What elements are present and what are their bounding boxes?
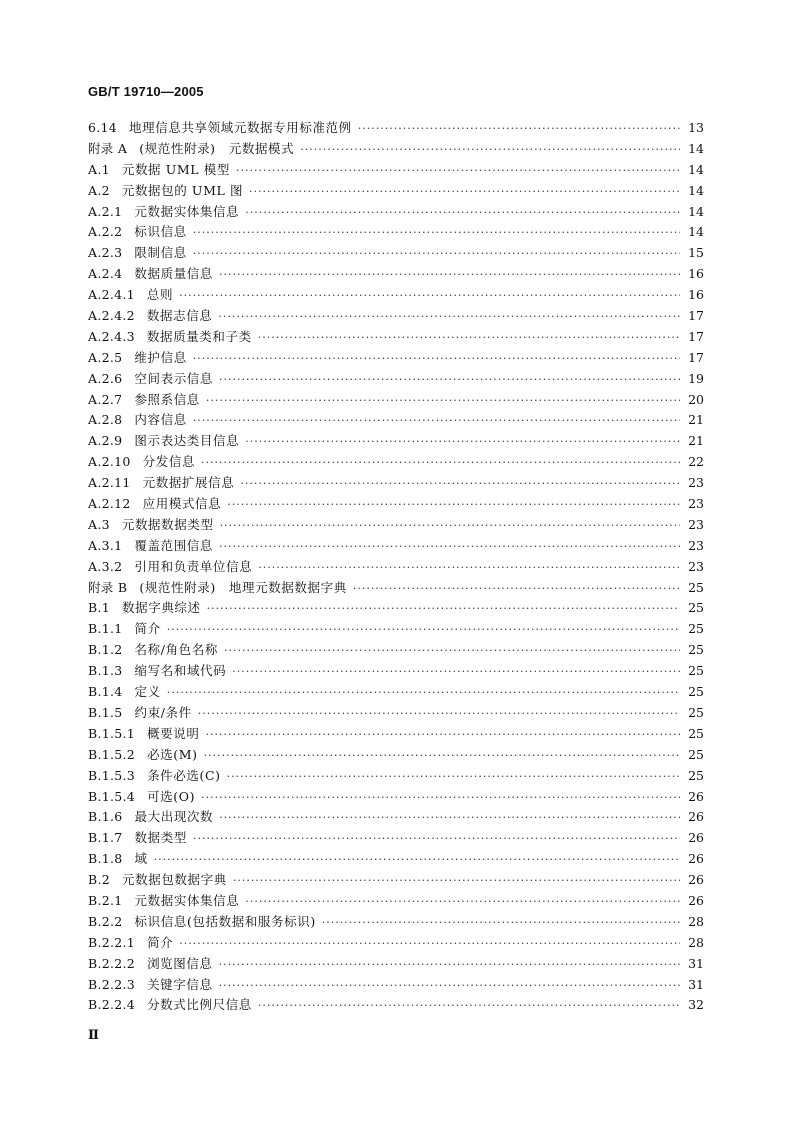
toc-entry[interactable] [88,745,704,766]
toc-entry[interactable] [88,640,704,661]
toc-entry-page: 25 [688,663,704,679]
toc-entry[interactable] [88,348,704,369]
toc-entry[interactable] [88,870,704,891]
toc-leader-dots [193,349,680,370]
toc-entry-title: 元数据包数据字典 [122,872,227,888]
table-of-contents [88,118,704,1016]
toc-leader-dots [206,391,680,412]
toc-entry[interactable] [88,703,704,724]
toc-entry[interactable] [88,995,704,1016]
toc-entry[interactable] [88,285,704,306]
toc-entry-number: B.1.3 [88,663,123,679]
toc-entry-title: 数据质量类和子类 [146,328,252,344]
toc-leader-dots [179,934,680,955]
toc-entry-number: A.2.3 [88,245,123,261]
toc-entry[interactable] [88,160,704,181]
toc-entry-page: 21 [688,433,704,449]
toc-entry[interactable] [88,807,704,828]
toc-entry-page: 25 [688,684,704,700]
toc-entry-title: 约束/条件 [134,704,192,720]
toc-entry-number: 附录 B [88,579,128,595]
toc-entry-page: 17 [688,308,704,324]
toc-entry-number: B.1.2 [88,642,123,658]
toc-entry-title: 元数据 UML 模型 [121,161,230,177]
toc-entry-page: 25 [688,642,704,658]
toc-leader-dots [227,495,680,516]
toc-entry-page: 26 [688,872,704,888]
toc-leader-dots [201,453,680,474]
toc-entry-page: 23 [688,537,704,553]
toc-entry-number: A.2 [88,182,110,198]
toc-leader-dots [205,725,680,746]
toc-entry-number: A.2.4.2 [88,308,135,324]
toc-leader-dots [219,537,680,558]
toc-entry[interactable] [88,619,704,640]
toc-entry-page: 14 [688,182,704,198]
toc-entry-title: 标识信息 [134,224,187,240]
toc-entry-number: B.1.5.1 [88,725,136,741]
page-number: Ⅱ [88,1028,99,1043]
toc-leader-dots [218,307,680,328]
toc-entry-number: B.2.1 [88,892,123,908]
toc-entry-number: A.2.8 [88,412,123,428]
toc-entry-title: 总则 [146,287,174,303]
toc-entry-title: 参照系信息 [134,391,200,407]
toc-entry-number: B.1.4 [88,684,123,700]
toc-entry[interactable] [88,369,704,390]
toc-entry-title: 图示表达类目信息 [134,433,240,449]
toc-entry-page: 16 [688,287,704,303]
toc-entry[interactable] [88,536,704,557]
toc-entry[interactable] [88,264,704,285]
toc-entry-title: (规范性附录) 地理元数据数据字典 [139,579,347,595]
toc-leader-dots [300,140,680,161]
toc-entry[interactable] [88,849,704,870]
toc-entry[interactable] [88,724,704,745]
toc-entry[interactable] [88,891,704,912]
toc-entry-title: 定义 [134,684,161,700]
toc-leader-dots [154,850,680,871]
toc-entry-title: 覆盖范围信息 [134,537,213,553]
toc-leader-dots [201,788,680,809]
toc-entry-title: (规范性附录) 元数据模式 [139,140,295,156]
toc-entry-page: 14 [688,203,704,219]
toc-entry-number: A.3 [88,516,110,532]
toc-entry-number: A.2.11 [88,475,131,491]
toc-entry-page: 31 [688,976,704,992]
toc-leader-dots [258,328,680,349]
toc-entry-title: 应用模式信息 [142,496,222,512]
toc-entry-page: 25 [688,725,704,741]
toc-leader-dots [353,579,680,600]
toc-entry-page: 26 [688,788,704,804]
toc-entry[interactable] [88,766,704,787]
toc-entry-page: 21 [688,412,704,428]
toc-leader-dots [167,620,680,641]
toc-entry[interactable] [88,202,704,223]
toc-entry-title: 数据类型 [134,830,187,846]
toc-entry[interactable] [88,306,704,327]
toc-entry-page: 32 [688,997,704,1013]
toc-leader-dots [193,829,680,850]
toc-leader-dots [219,370,680,391]
toc-entry-title: 简介 [147,934,174,950]
toc-entry[interactable] [88,598,704,619]
toc-entry-title: 域 [134,851,148,867]
toc-entry-page: 25 [688,621,704,637]
toc-leader-dots [219,976,680,997]
toc-entry[interactable] [88,682,704,703]
toc-leader-dots [204,746,680,767]
toc-entry-title: 引用和负责单位信息 [134,558,253,574]
toc-entry[interactable] [88,473,704,494]
toc-entry[interactable] [88,327,704,348]
toc-entry-page: 17 [688,328,704,344]
toc-leader-dots [219,955,680,976]
toc-entry-number: B.1.8 [88,851,123,867]
toc-entry-number: B.1.5.2 [88,746,136,762]
toc-entry-number: B.1.5 [88,704,123,720]
toc-entry-number: A.1 [88,161,110,177]
toc-entry-title: 可选(O) [147,788,196,804]
toc-entry-number: A.2.7 [88,391,123,407]
toc-entry-title: 元数据实体集信息 [134,203,240,219]
standard-number-header: GB/T 19710—2005 [88,84,204,99]
toc-entry-page: 26 [688,892,704,908]
toc-entry-page: 26 [688,830,704,846]
toc-entry-number: B.2.2.2 [88,955,136,971]
toc-entry-number: B.1.5.4 [88,788,136,804]
toc-entry-number: B.2.2 [88,913,123,929]
toc-leader-dots [198,704,680,725]
toc-entry-number: B.2.2.1 [88,934,136,950]
toc-leader-dots [219,265,680,286]
toc-entry-title: 分数式比例尺信息 [147,997,252,1013]
toc-entry-page: 28 [688,934,704,950]
toc-entry-number: B.2 [88,872,111,888]
toc-leader-dots [224,641,680,662]
toc-entry-page: 17 [688,349,704,365]
toc-entry-page: 26 [688,809,704,825]
toc-entry-number: B.1 [88,600,111,616]
toc-entry-page: 23 [688,475,704,491]
toc-entry-number: A.2.2 [88,224,123,240]
toc-leader-dots [245,432,680,453]
toc-leader-dots [167,683,680,704]
toc-entry-page: 23 [688,516,704,532]
toc-leader-dots [220,516,680,537]
toc-entry-page: 14 [688,161,704,177]
toc-leader-dots [258,996,680,1017]
toc-entry-title: 标识信息(包括数据和服务标识) [134,913,316,929]
toc-entry-page: 25 [688,579,704,595]
toc-entry-page: 26 [688,851,704,867]
toc-leader-dots [236,161,680,182]
toc-leader-dots [219,808,680,829]
toc-entry-page: 13 [688,120,704,135]
toc-entry-title: 最大出现次数 [134,809,214,825]
toc-entry-page: 14 [688,224,704,240]
toc-entry-page: 23 [688,558,704,574]
toc-entry-number: B.1.5.3 [88,767,136,783]
toc-entry[interactable] [88,954,704,975]
toc-entry-title: 浏览图信息 [147,955,213,971]
toc-entry-number: A.2.4.1 [88,287,135,303]
toc-entry[interactable] [88,933,704,954]
toc-entry-number: B.1.7 [88,830,123,846]
toc-entry-number: A.2.4.3 [88,328,135,344]
toc-entry-page: 19 [688,370,704,386]
toc-entry-number: B.1.6 [88,809,123,825]
toc-leader-dots [322,913,680,934]
toc-entry-title: 限制信息 [134,245,187,261]
toc-entry-title: 缩写名和域代码 [134,663,227,679]
toc-entry-title: 空间表示信息 [134,370,213,386]
toc-entry[interactable] [88,431,704,452]
toc-entry[interactable] [88,390,704,411]
toc-entry-title: 数据质量信息 [134,266,213,282]
toc-entry-number: A.3.2 [88,558,123,574]
toc-entry[interactable] [88,515,704,536]
toc-entry[interactable] [88,118,704,139]
toc-entry[interactable] [88,828,704,849]
toc-entry-page: 23 [688,496,704,512]
toc-entry-number: A.3.1 [88,537,123,553]
toc-leader-dots [245,892,680,913]
toc-entry[interactable] [88,975,704,996]
toc-entry-title: 数据志信息 [146,308,213,324]
toc-entry-title: 条件必选(C) [147,767,221,783]
toc-entry-number: A.2.9 [88,433,123,449]
toc-entry-page: 14 [688,140,704,156]
toc-entry-page: 28 [688,913,704,929]
toc-entry[interactable] [88,787,704,808]
toc-entry-number: A.2.1 [88,203,123,219]
toc-leader-dots [249,182,680,203]
toc-entry[interactable] [88,912,704,933]
toc-leader-dots [232,662,680,683]
toc-entry[interactable] [88,181,704,202]
toc-entry-page: 25 [688,767,704,783]
toc-entry[interactable] [88,222,704,243]
toc-leader-dots [240,474,680,495]
toc-leader-dots [179,286,680,307]
toc-leader-dots [358,119,680,140]
toc-entry-title: 数据字典综述 [122,600,201,616]
toc-entry[interactable] [88,410,704,431]
toc-entry-title: 名称/角色名称 [134,642,218,658]
toc-leader-dots [207,599,680,620]
toc-entry-title: 分发信息 [142,454,196,470]
toc-entry-page: 15 [688,245,704,261]
toc-entry-number: B.1.1 [88,621,123,637]
toc-entry-title: 地理信息共享领域元数据专用标准范例 [129,120,352,135]
toc-entry-number: A.2.12 [88,496,131,512]
toc-leader-dots [193,411,680,432]
toc-entry-page: 16 [688,266,704,282]
toc-leader-dots [245,203,680,224]
toc-entry-title: 维护信息 [134,349,187,365]
toc-leader-dots [193,244,680,265]
toc-entry-page: 25 [688,704,704,720]
toc-entry-title: 元数据包的 UML 图 [121,182,244,198]
toc-entry-page: 25 [688,746,704,762]
toc-entry-title: 元数据扩展信息 [142,475,235,491]
toc-entry-page: 20 [688,391,704,407]
toc-entry-number: A.2.5 [88,349,123,365]
toc-entry-number: 6.14 [88,120,118,135]
toc-entry-title: 必选(M) [147,746,198,762]
toc-leader-dots [193,223,680,244]
toc-entry-title: 元数据实体集信息 [134,892,240,908]
toc-entry-number: 附录 A [88,140,128,156]
toc-entry[interactable] [88,139,704,160]
toc-entry[interactable] [88,494,704,515]
toc-entry-number: A.2.10 [88,454,131,470]
toc-entry-page: 25 [688,600,704,616]
toc-entry-title: 简介 [134,621,161,637]
toc-entry-title: 关键字信息 [147,976,213,992]
toc-entry-number: A.2.6 [88,370,123,386]
toc-entry-number: B.2.2.3 [88,976,136,992]
toc-entry[interactable] [88,243,704,264]
toc-entry[interactable] [88,578,704,599]
toc-leader-dots [233,871,680,892]
toc-entry-title: 概要说明 [147,725,200,741]
toc-entry-number: B.2.2.4 [88,997,136,1013]
toc-entry-number: A.2.4 [88,266,123,282]
toc-entry-title: 内容信息 [134,412,187,428]
toc-entry-page: 31 [688,955,704,971]
toc-leader-dots [227,767,680,788]
toc-entry-page: 22 [688,454,704,470]
toc-entry-title: 元数据数据类型 [121,516,214,532]
toc-entry[interactable] [88,557,704,578]
toc-entry[interactable] [88,452,704,473]
toc-entry[interactable] [88,661,704,682]
toc-leader-dots [258,558,680,579]
